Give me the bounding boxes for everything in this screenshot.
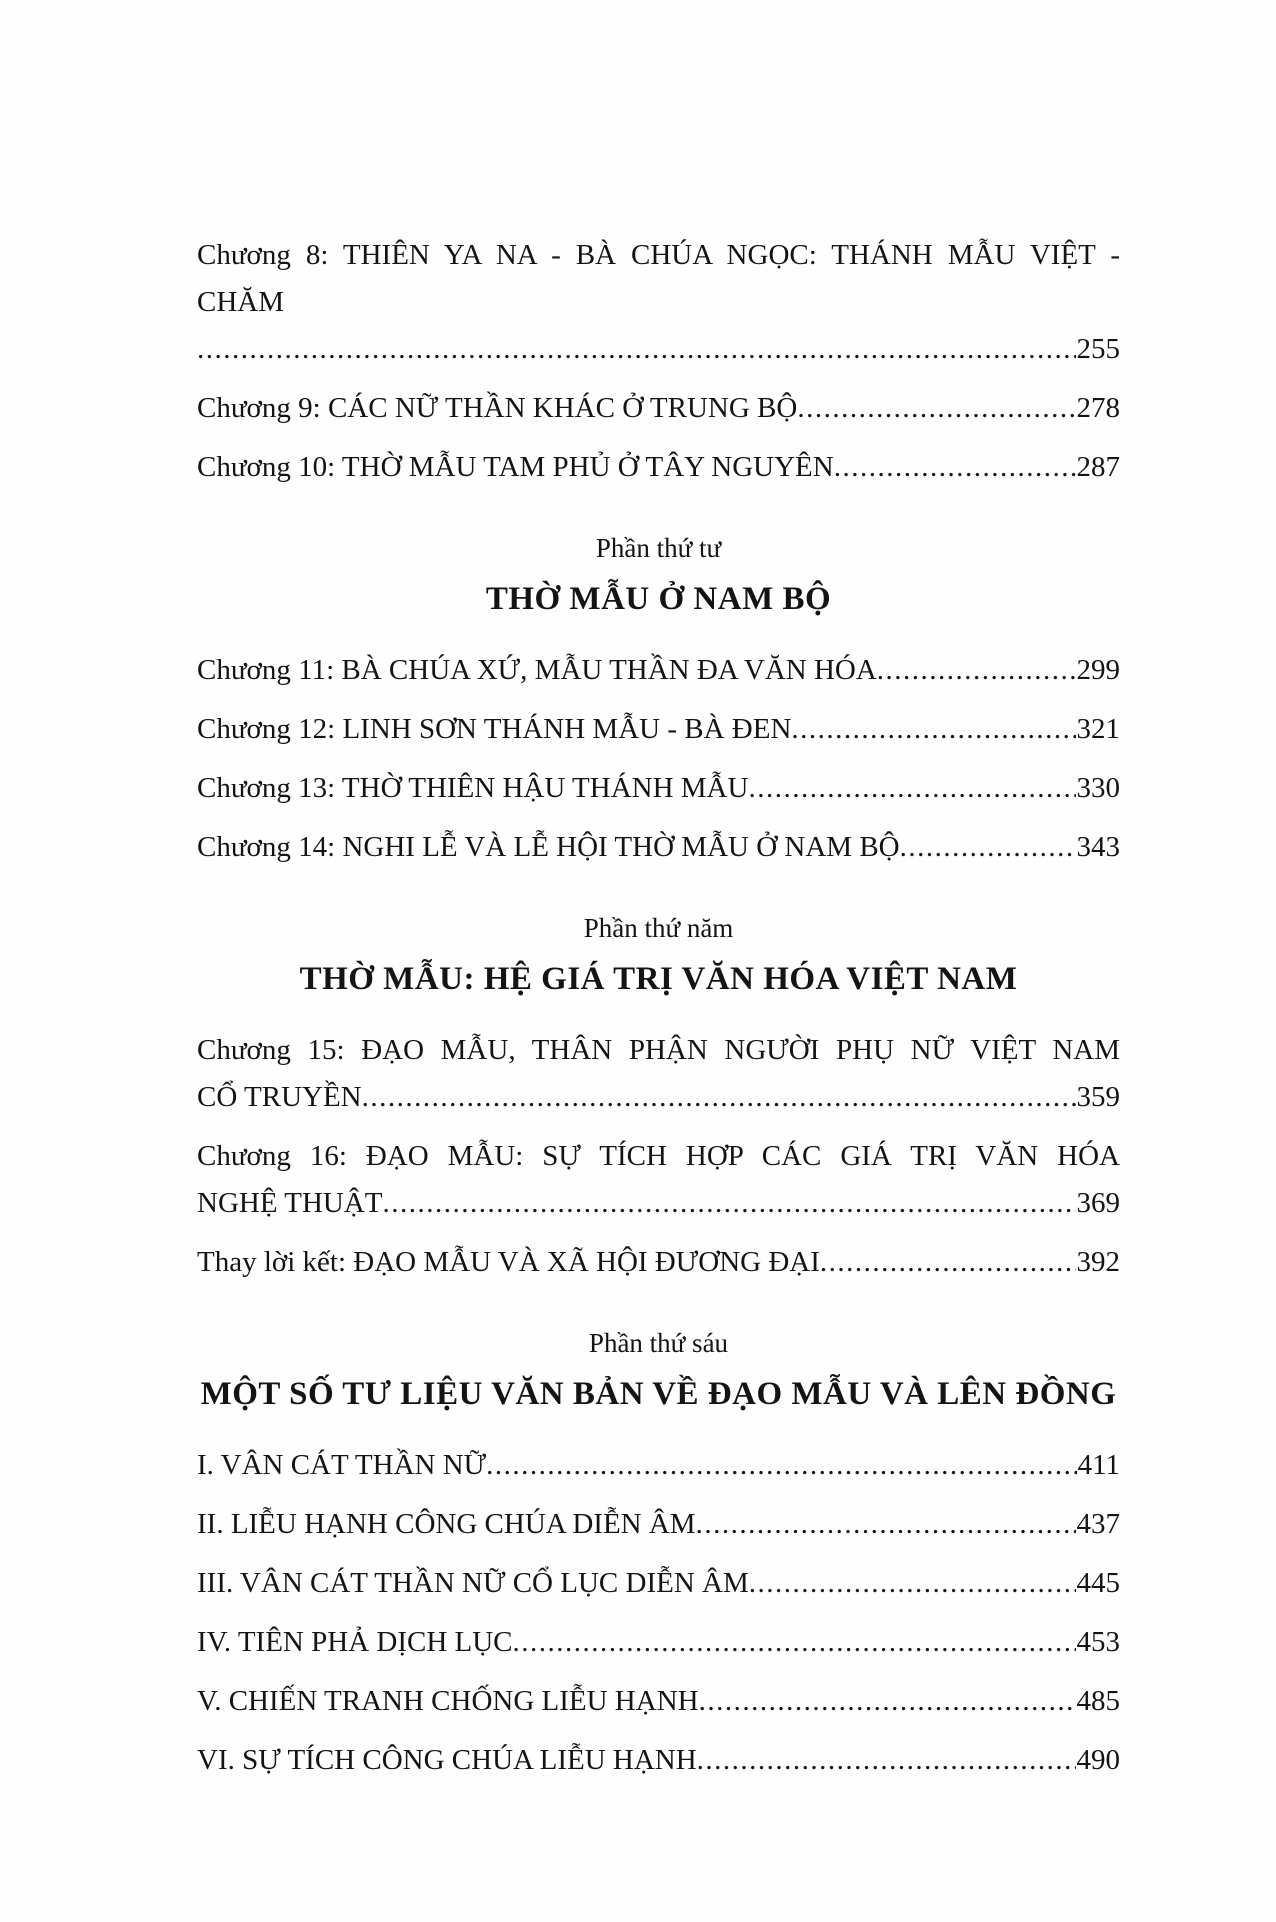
dot-leader (749, 1560, 1076, 1607)
dot-leader (696, 1501, 1076, 1548)
toc-entry-label: I. VÂN CÁT THẦN NỮ (197, 1449, 487, 1481)
toc-entry-page-number: 330 (1076, 772, 1120, 804)
toc-entry-label: III. VÂN CÁT THẦN NỮ CỔ LỤC DIỄN ÂM (197, 1567, 749, 1599)
toc-entry-label: Chương 11: BÀ CHÚA XỨ, MẪU THẦN ĐA VĂN HÓA (197, 654, 877, 686)
section-heading (197, 905, 1120, 1007)
toc-entry-page-number: 369 (1076, 1187, 1120, 1219)
toc-entry-label: Chương 16: ĐẠO MẪU: SỰ TÍCH HỢP CÁC GIÁ TRỊ VĂN HÓA (197, 1140, 1120, 1172)
toc-entry-label: Chương 12: LINH SƠN THÁNH MẪU - BÀ ĐEN (197, 713, 792, 745)
toc-entry-page-number: 343 (1076, 831, 1120, 863)
dot-leader (900, 824, 1076, 871)
part-kicker: Phần thứ sáu (588, 1328, 729, 1358)
part-kicker: Phần thứ năm (583, 913, 734, 943)
toc-entry-label: Chương 13: THỜ THIÊN HẬU THÁNH MẪU (197, 772, 749, 804)
toc-entry (197, 1737, 1120, 1784)
section-heading (197, 525, 1120, 627)
toc-entry (197, 1133, 1120, 1227)
toc-entry-label-continued: CỔ TRUYỀN (197, 1081, 362, 1113)
toc-entry-page-number: 437 (1076, 1508, 1120, 1540)
toc-entry-label: Chương 15: ĐẠO MẪU, THÂN PHẬN NGƯỜI PHỤ NỮ VIỆT NAM (197, 1034, 1120, 1066)
dot-leader (697, 1737, 1076, 1784)
toc-entry-continuation (197, 1180, 1120, 1227)
toc-entry (197, 824, 1120, 871)
dot-leader (513, 1619, 1076, 1666)
dot-leader (197, 326, 1076, 373)
table-of-contents (197, 232, 1120, 1784)
toc-entry-continuation (197, 326, 1120, 373)
dot-leader (797, 385, 1075, 432)
toc-entry-page-number: 490 (1076, 1744, 1120, 1776)
dot-leader (791, 706, 1075, 753)
toc-entry-label: Chương 14: NGHI LỄ VÀ LỄ HỘI THỜ MẪU Ở NAM BỘ (197, 831, 900, 863)
toc-entry (197, 1678, 1120, 1725)
toc-entry-continuation (197, 1074, 1120, 1121)
toc-entry-page-number: 299 (1076, 654, 1120, 686)
dot-leader (486, 1442, 1076, 1489)
dot-leader (748, 765, 1075, 812)
toc-entry-label: Chương 9: CÁC NỮ THẦN KHÁC Ở TRUNG BỘ (197, 392, 798, 424)
toc-entry-page-number: 445 (1076, 1567, 1120, 1599)
dot-leader (362, 1074, 1076, 1121)
toc-entry (197, 1442, 1120, 1489)
toc-entry-page-number: 287 (1076, 451, 1120, 483)
toc-entry (197, 706, 1120, 753)
part-kicker: Phần thứ tư (595, 533, 722, 563)
toc-entry (197, 1239, 1120, 1286)
toc-entry-label: Thay lời kết: ĐẠO MẪU VÀ XÃ HỘI ĐƯƠNG ĐẠI (197, 1246, 820, 1278)
dot-leader (383, 1180, 1076, 1227)
dot-leader (820, 1239, 1076, 1286)
toc-entry-label-continued: NGHỆ THUẬT (197, 1187, 383, 1219)
toc-entry (197, 765, 1120, 812)
toc-entry (197, 1560, 1120, 1607)
toc-entry-page-number: 278 (1076, 392, 1120, 424)
toc-entry-page-number: 255 (1076, 333, 1120, 365)
part-title: THỜ MẪU Ở NAM BỘ (485, 581, 832, 617)
toc-entry-label: V. CHIẾN TRANH CHỐNG LIỄU HẠNH (197, 1685, 699, 1717)
toc-entry-label: II. LIỄU HẠNH CÔNG CHÚA DIỄN ÂM (197, 1508, 696, 1540)
toc-entry-page-number: 453 (1076, 1626, 1120, 1658)
dot-leader (699, 1678, 1076, 1725)
toc-entry (197, 385, 1120, 432)
dot-leader (877, 647, 1076, 694)
dot-leader (834, 444, 1076, 491)
toc-entry-label: IV. TIÊN PHẢ DỊCH LỤC (197, 1626, 513, 1658)
toc-entry-page-number: 411 (1077, 1449, 1120, 1481)
toc-entry (197, 1027, 1120, 1121)
toc-entry-page-number: 359 (1076, 1081, 1120, 1113)
toc-entry-label: VI. SỰ TÍCH CÔNG CHÚA LIỄU HẠNH (197, 1744, 697, 1776)
toc-entry (197, 1619, 1120, 1666)
toc-entry (197, 444, 1120, 491)
part-title: MỘT SỐ TƯ LIỆU VĂN BẢN VỀ ĐẠO MẪU VÀ LÊN ĐỒNG (200, 1376, 1117, 1412)
toc-entry-label: Chương 8: THIÊN YA NA - BÀ CHÚA NGỌC: THÁNH MẪU VIỆT - CHĂM (197, 239, 1120, 318)
toc-entry (197, 647, 1120, 694)
toc-entry-page-number: 392 (1076, 1246, 1120, 1278)
toc-entry (197, 1501, 1120, 1548)
section-heading (197, 1320, 1120, 1422)
toc-entry (197, 232, 1120, 373)
toc-entry-page-number: 321 (1076, 713, 1120, 745)
part-title: THỜ MẪU: HỆ GIÁ TRỊ VĂN HÓA VIỆT NAM (299, 961, 1018, 997)
toc-entry-label: Chương 10: THỜ MẪU TAM PHỦ Ở TÂY NGUYÊN (197, 451, 834, 483)
toc-entry-page-number: 485 (1076, 1685, 1120, 1717)
